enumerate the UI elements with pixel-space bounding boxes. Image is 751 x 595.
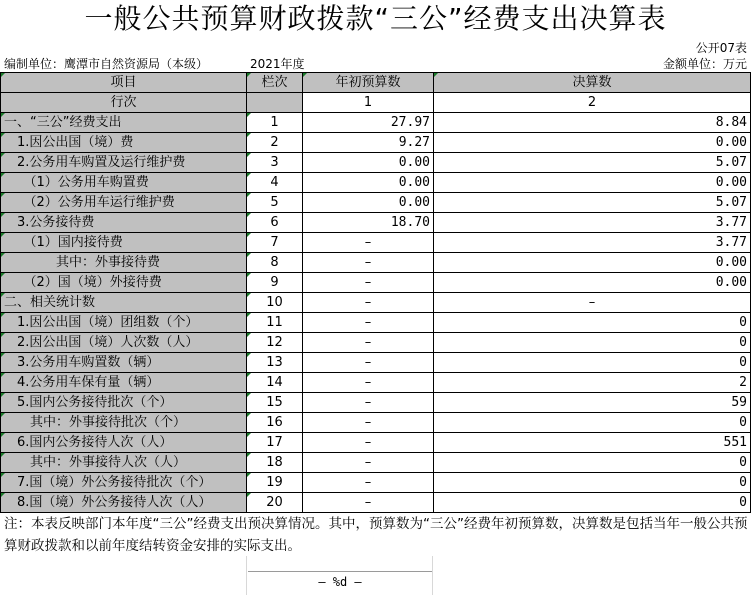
budget-value: – <box>303 413 434 433</box>
table-row <box>1 273 751 293</box>
row-number: 20 <box>247 493 303 513</box>
row-label: 2.公务用车购置及运行维护费 <box>1 153 247 173</box>
table-row <box>1 213 751 233</box>
final-value: 8.84 <box>434 113 751 133</box>
row-label: 3.公务接待费 <box>1 213 247 233</box>
final-value: 0.00 <box>434 133 751 153</box>
budget-value: – <box>303 273 434 293</box>
header-final: 决算数 <box>434 73 751 93</box>
row-number: 6 <box>247 213 303 233</box>
row-number: 7 <box>247 233 303 253</box>
row-number: 14 <box>247 373 303 393</box>
table-row <box>1 453 751 473</box>
table-row <box>1 233 751 253</box>
row-label: 二、相关统计数 <box>1 293 247 313</box>
table-row <box>1 353 751 373</box>
final-value: 551 <box>434 433 751 453</box>
table-row <box>1 253 751 273</box>
header-row <box>1 73 751 93</box>
table-row <box>1 173 751 193</box>
budget-value: 0.00 <box>303 153 434 173</box>
row-label: 1.因公出国（境）团组数（个） <box>1 313 247 333</box>
row-label: 其中：外事接待人次（人） <box>1 453 247 473</box>
table-row <box>1 373 751 393</box>
row-number: 5 <box>247 193 303 213</box>
row-number: 18 <box>247 453 303 473</box>
table-row <box>1 433 751 453</box>
final-value: 0 <box>434 493 751 513</box>
row-label: 7.国（境）外公务接待批次（个） <box>1 473 247 493</box>
final-value: 59 <box>434 393 751 413</box>
row-number: 13 <box>247 353 303 373</box>
table-row <box>1 133 751 153</box>
final-value: 0.00 <box>434 173 751 193</box>
row-number: 16 <box>247 413 303 433</box>
final-value: 0.00 <box>434 253 751 273</box>
row-number: 12 <box>247 333 303 353</box>
table-row <box>1 153 751 173</box>
final-value: 0 <box>434 353 751 373</box>
header-row-no: 行次 <box>1 93 247 113</box>
table-note: 注：本表反映部门本年度“三公”经费支出预决算情况。其中，预算数为“三公”经费年初预算数，决算数是包括当年一般公共预算财政拨款和以前年度结转资金安排的实际支出。 <box>4 516 748 554</box>
final-value: 5.07 <box>434 153 751 173</box>
row-label: 8.国（境）外公务接待人次（人） <box>1 493 247 513</box>
final-value: 0 <box>434 473 751 493</box>
final-value: 0 <box>434 333 751 353</box>
index-row <box>1 93 751 113</box>
final-value: – <box>434 293 751 313</box>
row-number: 9 <box>247 273 303 293</box>
fiscal-year: 2021年度 <box>250 57 305 71</box>
row-label: （1）国内接待费 <box>1 233 247 253</box>
header-budget-index: 1 <box>303 93 434 113</box>
row-label: 其中：外事接待批次（个） <box>1 413 247 433</box>
row-number: 10 <box>247 293 303 313</box>
row-label: （1）公务用车购置费 <box>1 173 247 193</box>
row-label: 4.公务用车保有量（辆） <box>1 373 247 393</box>
row-label: 2.因公出国（境）人次数（人） <box>1 333 247 353</box>
budget-value: 9.27 <box>303 133 434 153</box>
final-value: 3.77 <box>434 233 751 253</box>
row-number: 4 <box>247 173 303 193</box>
final-value: 0 <box>434 453 751 473</box>
row-number: 8 <box>247 253 303 273</box>
header-item: 项目 <box>1 73 247 93</box>
final-value: 2 <box>434 373 751 393</box>
final-value: 5.07 <box>434 193 751 213</box>
final-value: 0.00 <box>434 273 751 293</box>
header-budget: 年初预算数 <box>303 73 434 93</box>
budget-value: 0.00 <box>303 173 434 193</box>
header-final-index: 2 <box>434 93 751 113</box>
budget-value: 18.70 <box>303 213 434 233</box>
row-label: 6.国内公务接待人次（人） <box>1 433 247 453</box>
row-label: （2）公务用车运行维护费 <box>1 193 247 213</box>
header-col-no: 栏次 <box>247 73 303 93</box>
row-label: 其中：外事接待费 <box>1 253 247 273</box>
money-unit: 金额单位：万元 <box>662 57 747 71</box>
budget-value: 27.97 <box>303 113 434 133</box>
row-label: 5.国内公务接待批次（个） <box>1 393 247 413</box>
row-label: 3.公务用车购置数（辆） <box>1 353 247 373</box>
budget-value: – <box>303 353 434 373</box>
table-row <box>1 473 751 493</box>
budget-value: – <box>303 313 434 333</box>
page-title: 一般公共预算财政拨款“三公”经费支出决算表 <box>84 2 667 35</box>
table-row <box>1 313 751 333</box>
row-number: 1 <box>247 113 303 133</box>
row-number: 19 <box>247 473 303 493</box>
budget-value: – <box>303 333 434 353</box>
row-number: 15 <box>247 393 303 413</box>
table-row <box>1 413 751 433</box>
budget-value: – <box>303 393 434 413</box>
table-row <box>1 193 751 213</box>
page-footer: — %d — <box>248 571 432 592</box>
expenditure-table <box>0 72 751 513</box>
reporting-unit: 编制单位：鹰潭市自然资源局（本级） <box>4 57 209 71</box>
form-number: 公开07表 <box>695 41 747 55</box>
budget-value: – <box>303 433 434 453</box>
table-row <box>1 393 751 413</box>
header-blank <box>247 93 303 113</box>
row-number: 3 <box>247 153 303 173</box>
budget-value: – <box>303 253 434 273</box>
budget-value: – <box>303 373 434 393</box>
table-row <box>1 113 751 133</box>
table-row <box>1 293 751 313</box>
final-value: 0 <box>434 413 751 433</box>
row-number: 11 <box>247 313 303 333</box>
row-number: 2 <box>247 133 303 153</box>
row-label: （2）国（境）外接待费 <box>1 273 247 293</box>
budget-value: – <box>303 473 434 493</box>
budget-value: – <box>303 293 434 313</box>
row-label: 1.因公出国（境）费 <box>1 133 247 153</box>
sheet-gridline <box>432 556 433 595</box>
final-value: 0 <box>434 313 751 333</box>
budget-value: – <box>303 453 434 473</box>
sheet-gridline <box>246 556 247 595</box>
table-row <box>1 333 751 353</box>
budget-value: 0.00 <box>303 193 434 213</box>
final-value: 3.77 <box>434 213 751 233</box>
budget-value: – <box>303 233 434 253</box>
budget-value: – <box>303 493 434 513</box>
table-row <box>1 493 751 513</box>
row-label: 一、“三公”经费支出 <box>1 113 247 133</box>
row-number: 17 <box>247 433 303 453</box>
